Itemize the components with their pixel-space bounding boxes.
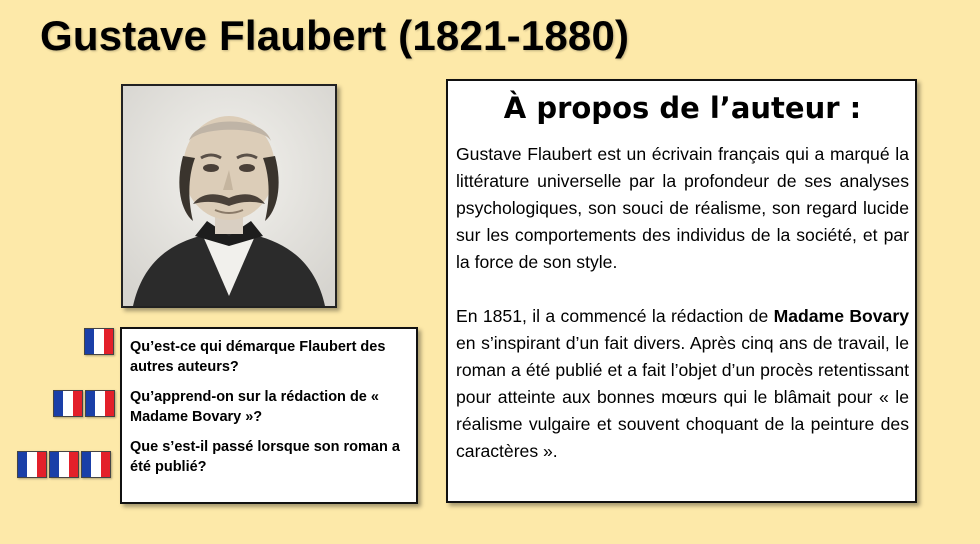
about-paragraph-2 [456, 303, 909, 465]
paragraph-2-end: en s’inspirant d’un fait divers. Après cinq ans de travail, le roman a été publié et a fait l’objet d’un procès retentissant pour atteinte aux bonnes mœurs qui le blâmait pour « le réalisme vulgaire et souvent choquant de la peinture des caractères ». [456, 333, 909, 461]
about-heading: À propos de l’auteur : [503, 91, 862, 125]
french-flag-icon [17, 451, 47, 478]
french-flag-icon [53, 390, 83, 417]
questions-panel [120, 327, 418, 504]
book-title: Madame Bovary [773, 306, 909, 326]
about-author-panel [446, 79, 917, 503]
question-2: Qu’apprend-on sur la rédaction de « Madame Bovary »? [130, 389, 379, 425]
question-3: Que s’est-il passé lorsque son roman a été publié? [130, 439, 400, 475]
question-1: Qu’est-ce qui démarque Flaubert des autres auteurs? [130, 339, 386, 375]
french-flag-icon [85, 390, 115, 417]
question-2-flags [53, 390, 115, 420]
french-flag-icon [49, 451, 79, 478]
about-paragraph-1: Gustave Flaubert est un écrivain français qui a marqué la littérature universelle par la profondeur de ses analyses psychologiques, son souci de réalisme, son regard lucide sur les comportements des individus de la société, et par la force de son style. [456, 144, 909, 272]
french-flag-icon [81, 451, 111, 478]
question-3-flags [17, 451, 111, 481]
author-portrait [121, 84, 337, 308]
page-title: Gustave Flaubert (1821-1880) [40, 12, 630, 59]
french-flag-icon [84, 328, 114, 355]
paragraph-2-start: En 1851, il a commencé la rédaction de [456, 306, 774, 326]
question-1-flags [84, 328, 114, 358]
